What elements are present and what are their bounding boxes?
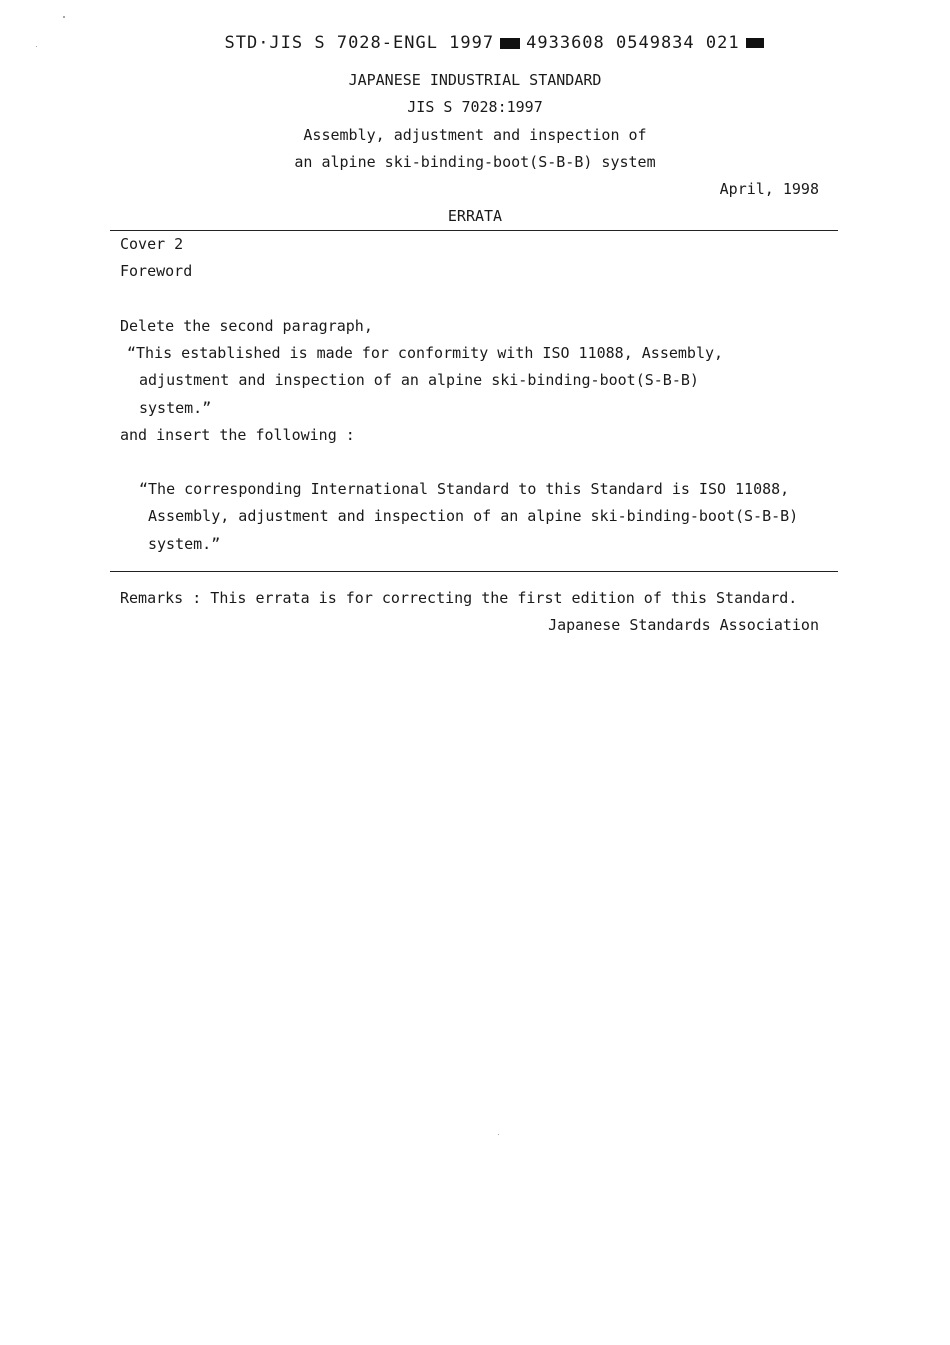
inserted-text-line: Assembly, adjustment and inspection of an alpine ski-binding-boot(S-B-B) xyxy=(148,507,799,525)
issuing-body: Japanese Standards Association xyxy=(548,616,819,634)
scan-speck xyxy=(36,46,37,47)
stamp-suffix: 021 xyxy=(705,33,740,53)
redaction-block xyxy=(746,38,764,48)
inserted-text-line: “The corresponding International Standard to this Standard is ISO 11088, xyxy=(139,480,790,498)
deleted-text-line: system.” xyxy=(139,399,212,417)
cover-reference: Cover 2 xyxy=(120,235,184,253)
scan-speck xyxy=(498,1134,499,1135)
document-stamp xyxy=(202,18,770,52)
remarks: Remarks : This errata is for correcting the first edition of this Standard. xyxy=(120,589,798,607)
standard-title-line1: Assembly, adjustment and inspection of xyxy=(303,126,647,144)
inserted-text-line: system.” xyxy=(148,535,221,553)
standard-number: JIS S 7028:1997 xyxy=(407,98,543,116)
delete-instruction: Delete the second paragraph, xyxy=(120,317,373,335)
errata-date: April, 1998 xyxy=(719,180,819,198)
insert-instruction: and insert the following : xyxy=(120,426,355,444)
standard-type: JAPANESE INDUSTRIAL STANDARD xyxy=(348,71,602,89)
errata-title: ERRATA xyxy=(447,207,503,225)
section-reference: Foreword xyxy=(120,262,193,280)
stamp-number: 4933608 0549834 xyxy=(526,33,695,53)
top-divider xyxy=(110,230,838,231)
stamp-code: STD·JIS S 7028-ENGL 1997 xyxy=(224,33,495,53)
scan-speck xyxy=(63,16,65,18)
bottom-divider xyxy=(110,571,838,572)
deleted-text-line: adjustment and inspection of an alpine ski-binding-boot(S-B-B) xyxy=(139,371,699,389)
standard-title-line2: an alpine ski-binding-boot(S-B-B) system xyxy=(294,153,656,171)
redaction-block xyxy=(500,38,520,49)
deleted-text-line: “This established is made for conformity with ISO 11088, Assembly, xyxy=(127,344,724,362)
